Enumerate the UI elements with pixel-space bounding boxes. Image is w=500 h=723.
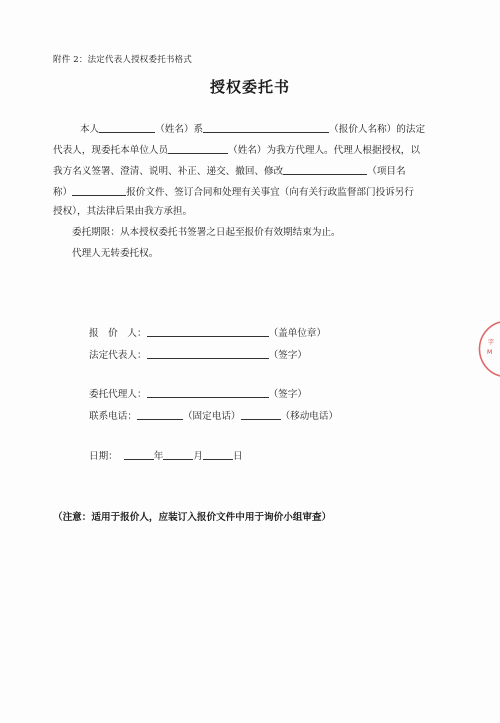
body-text: （姓名）为我方代理人。代理人根据授权，以 (228, 145, 420, 156)
agent-row (89, 387, 307, 401)
body-text: 报价文件、签订合同和处理有关事宜（向有关行政监督部门投诉另行 (126, 187, 414, 198)
body-text: 我方名义签署、澄清、说明、补正、递交、撤回、修改 (53, 166, 284, 177)
attachment-label: 附件 2：法定代表人授权委托书格式 (53, 55, 193, 65)
phone-label: 联系电话： (89, 411, 137, 422)
body-text: （项目名 (367, 166, 406, 177)
body-line-3 (53, 164, 406, 178)
delegation-period: 委托期限：从本授权委托书签署之日起至报价有效期结束为止。 (72, 227, 341, 238)
fixed-phone-blank[interactable] (137, 409, 183, 420)
no-sub-delegation: 代理人无转委托权。 (72, 248, 159, 259)
svg-text:M: M (487, 349, 493, 356)
mobile-phone-blank[interactable] (241, 409, 281, 420)
date-label: 日期： (89, 451, 118, 462)
body-text: 代表人，现委托本单位人员 (53, 145, 169, 156)
project-name-blank-2[interactable] (72, 185, 126, 196)
agent-sign-blank[interactable] (147, 387, 269, 398)
body-text: 称） (53, 187, 73, 198)
legal-rep-note: （签字） (268, 350, 307, 361)
month-label: 月 (193, 451, 203, 462)
bidder-sign-blank[interactable] (147, 326, 269, 337)
body-line-1 (80, 122, 425, 136)
bidder-name-label: （报价人名称）的法定 (329, 124, 426, 135)
svg-text:字: 字 (488, 339, 495, 346)
day-blank[interactable] (203, 449, 233, 460)
body-line-5: 授权），其法律后果由我方承担。 (53, 206, 193, 217)
bidder-label: 报 价 人： (89, 328, 147, 339)
body-line-4 (53, 185, 414, 199)
legal-rep-row (89, 348, 307, 362)
month-blank[interactable] (163, 449, 193, 460)
date-row (89, 449, 243, 463)
project-name-blank[interactable] (283, 164, 367, 175)
agent-name-blank[interactable] (168, 143, 228, 154)
bidder-name-blank[interactable] (203, 122, 329, 133)
name-blank-1[interactable] (99, 122, 155, 133)
agent-note: （签字） (268, 389, 307, 400)
year-blank[interactable] (124, 449, 154, 460)
legal-rep-label: 法定代表人： (89, 350, 147, 361)
fixed-phone-note: （固定电话） (182, 411, 241, 422)
attention-note: （注意：适用于报价人，应装订入报价文件中用于询价小组审查） (53, 512, 332, 523)
document-title: 授权委托书 (209, 78, 290, 96)
name-label-1: （姓名）系 (155, 124, 204, 135)
legal-rep-sign-blank[interactable] (147, 348, 269, 359)
phone-row (89, 409, 338, 423)
day-label: 日 (232, 451, 243, 462)
body-line-2 (53, 143, 420, 157)
year-label: 年 (153, 451, 164, 462)
bidder-note: （盖单位章） (268, 328, 327, 339)
partial-seal-mark (478, 318, 500, 378)
mobile-phone-note: （移动电话） (280, 411, 339, 422)
agent-label: 委托代理人： (89, 389, 147, 400)
self-label: 本人 (80, 124, 100, 135)
bidder-row (89, 326, 326, 340)
